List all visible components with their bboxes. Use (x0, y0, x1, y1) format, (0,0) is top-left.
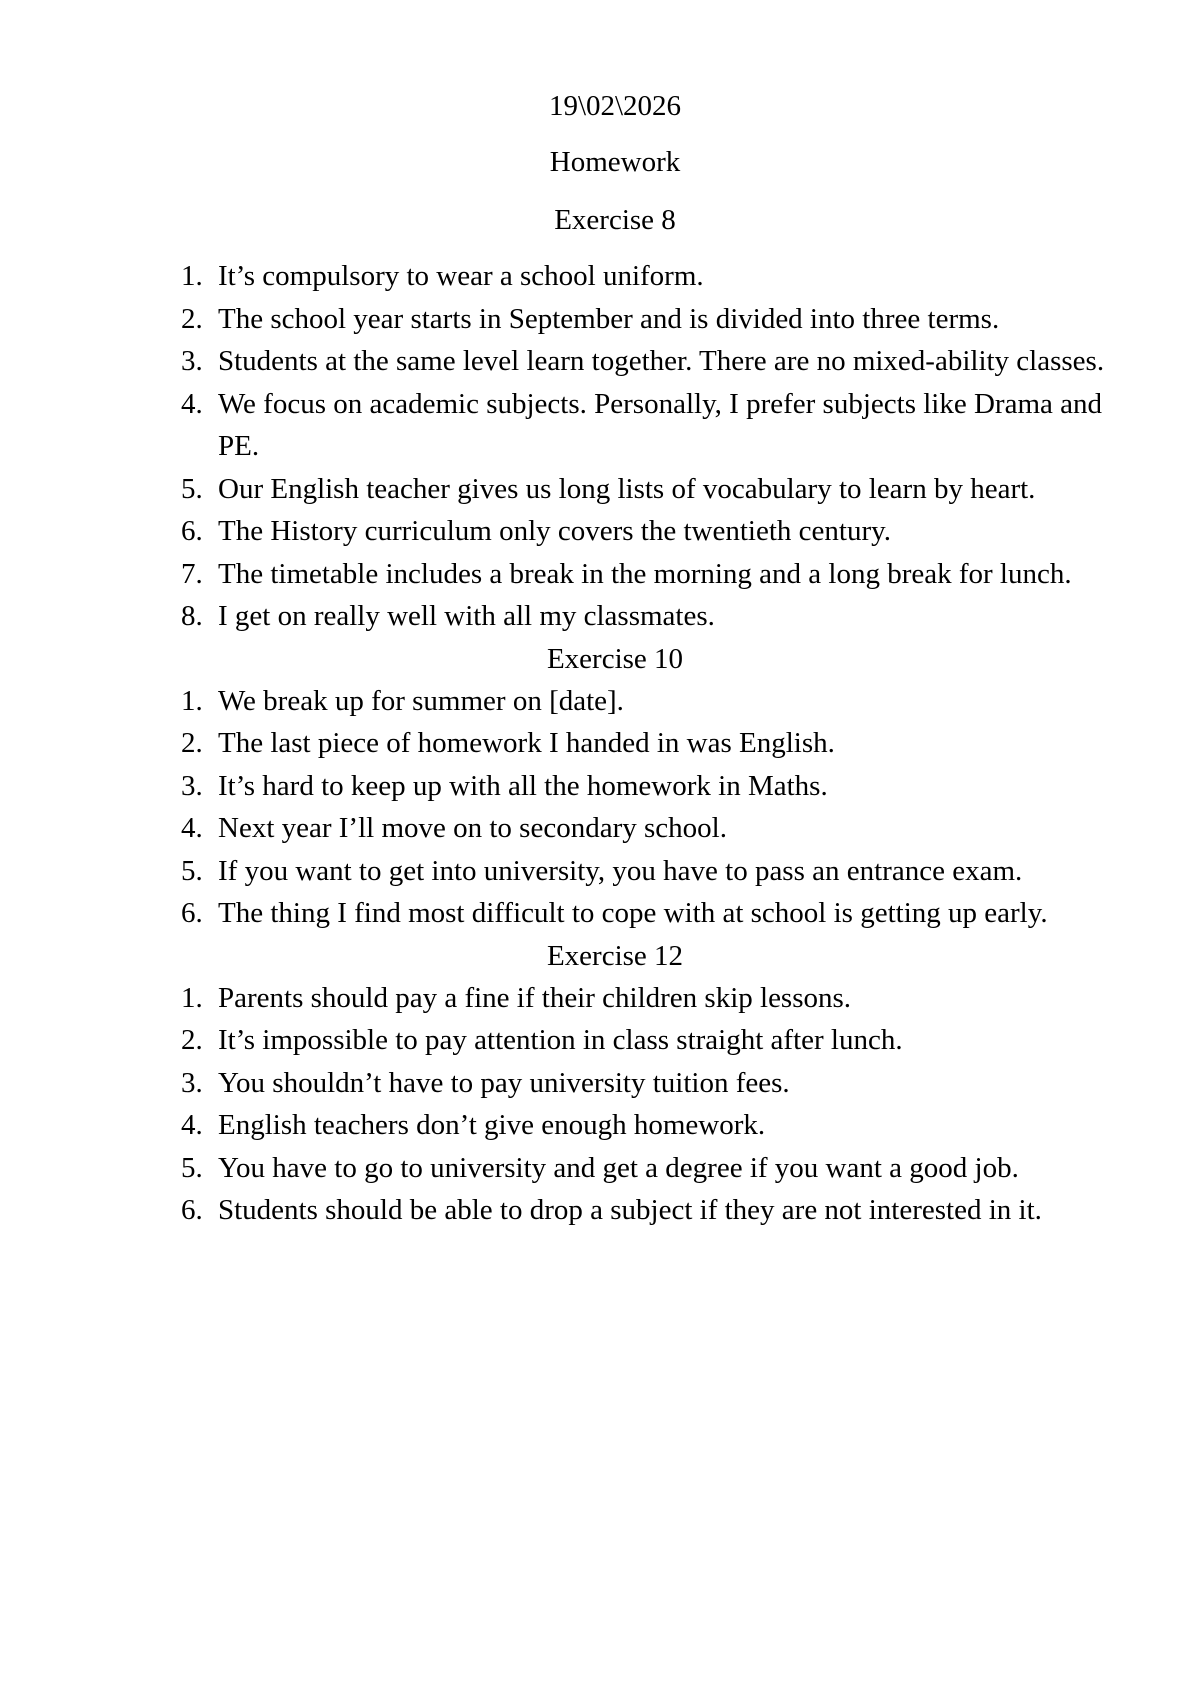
item-text: We focus on academic subjects. Personally, I prefer subjects like Drama and PE. (218, 387, 1102, 462)
list-item (181, 1062, 1116, 1105)
item-number: 4. (181, 1109, 203, 1141)
document-title: Homework (549, 146, 681, 178)
item-text: You have to go to university and get a degree if you want a good job. (218, 1151, 1019, 1184)
item-number: 4. (181, 387, 203, 420)
item-number: 6. (181, 1194, 203, 1226)
item-number: 2. (181, 727, 203, 759)
list-item (181, 255, 1116, 298)
item-number: 3. (181, 1066, 203, 1099)
item-number: 1. (181, 981, 203, 1014)
item-text: It’s hard to keep up with all the homework in Maths. (218, 769, 828, 802)
item-text: The school year starts in September and is divided into three terms. (218, 302, 1000, 335)
list-item (181, 510, 1116, 553)
item-number: 3. (181, 769, 203, 802)
item-number: 5. (181, 854, 203, 887)
item-text: Our English teacher gives us long lists of vocabulary to learn by heart. (218, 472, 1036, 505)
item-text: English teachers don’t give enough homework. (218, 1109, 766, 1141)
list-item (181, 722, 1116, 765)
item-number: 3. (181, 345, 203, 377)
list-item (181, 807, 1116, 850)
item-number: 5. (181, 472, 203, 505)
exercise-heading: Exercise 12 (546, 939, 684, 972)
item-number: 8. (181, 600, 203, 632)
item-text: I get on really well with all my classmates. (218, 600, 715, 632)
list-item (181, 977, 1116, 1020)
item-text: It’s compulsory to wear a school uniform. (218, 260, 704, 292)
list-item (181, 553, 1116, 596)
list-item (181, 340, 1116, 383)
item-number: 1. (181, 684, 203, 717)
list-item (181, 1019, 1116, 1062)
item-text: We break up for summer on [date]. (218, 684, 624, 717)
list-item (181, 1104, 1116, 1147)
list-item (181, 680, 1116, 723)
item-text: You shouldn’t have to pay university tuition fees. (218, 1066, 790, 1099)
item-text: The timetable includes a break in the morning and a long break for lunch. (218, 557, 1072, 590)
item-number: 7. (181, 557, 203, 590)
list-item (181, 383, 1116, 468)
list-item (181, 850, 1116, 893)
list-item (181, 1147, 1116, 1190)
exercise-list (181, 977, 1116, 1232)
item-number: 6. (181, 515, 203, 547)
document-date: 19\02\2026 (548, 90, 682, 122)
list-item (181, 595, 1116, 638)
item-number: 4. (181, 812, 203, 844)
item-text: Students at the same level learn together. There are no mixed-ability classes. (218, 345, 1105, 377)
list-item (181, 892, 1116, 935)
item-text: The last piece of homework I handed in was English. (218, 727, 835, 759)
list-item (181, 298, 1116, 341)
item-text: Students should be able to drop a subject if they are not interested in it. (218, 1194, 1042, 1226)
exercise-heading: Exercise 8 (554, 204, 676, 236)
exercise-list (181, 680, 1116, 935)
item-text: The thing I find most difficult to cope with at school is getting up early. (218, 897, 1048, 929)
item-number: 6. (181, 897, 203, 929)
list-item (181, 468, 1116, 511)
item-number: 5. (181, 1151, 203, 1184)
item-number: 1. (181, 260, 203, 292)
item-number: 2. (181, 302, 203, 335)
item-text: Parents should pay a fine if their children skip lessons. (218, 981, 852, 1014)
item-number: 2. (181, 1024, 203, 1056)
list-item (181, 1189, 1116, 1232)
item-text: Next year I’ll move on to secondary school. (218, 812, 727, 844)
item-text: If you want to get into university, you have to pass an entrance exam. (218, 854, 1023, 887)
item-text: The History curriculum only covers the twentieth century. (218, 515, 891, 547)
item-text: It’s impossible to pay attention in class straight after lunch. (218, 1024, 903, 1056)
exercise-list (181, 255, 1116, 638)
list-item (181, 765, 1116, 808)
exercise-heading: Exercise 10 (546, 642, 684, 675)
